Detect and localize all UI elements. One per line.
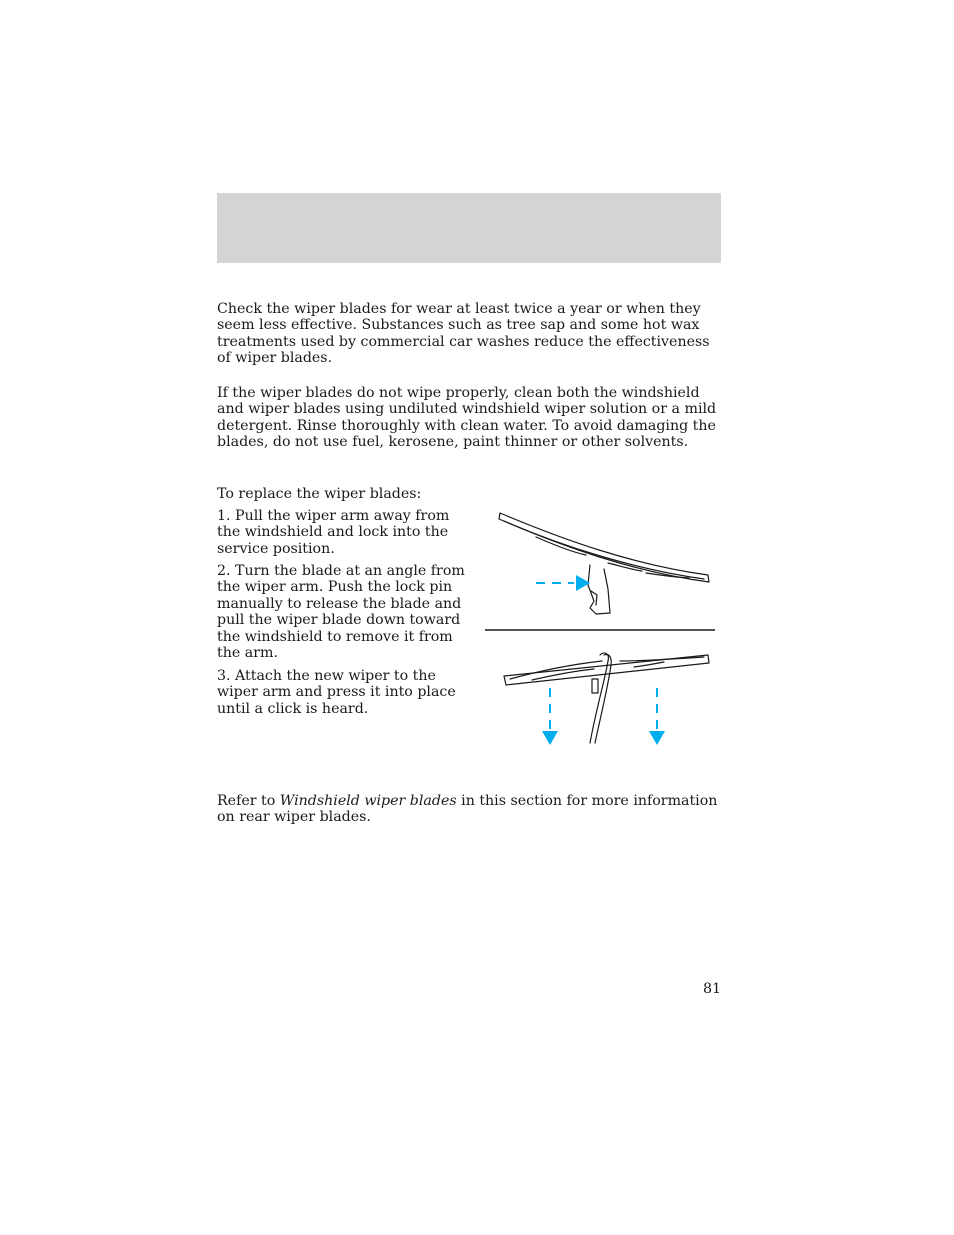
wiper-blade-top-drawing [499, 513, 709, 614]
step-1: 1. Pull the wiper arm away from the windshield and lock into the service position. [217, 508, 450, 557]
wear-paragraph: Check the wiper blades for wear at least twice a year or when they seem less effective. Substances such as tree sap and some hot wax treatments used by commercial car washes reduce the effectiveness of wiper blades. [217, 301, 710, 367]
cleaning-paragraph: If the wiper blades do not wipe properly, clean both the windshield and wiper blades using undiluted windshield wiper solution or a mild detergent. Rinse thoroughly with clean water. To avoid damaging the blades, do not use fuel, kerosene, paint thinner or other solvents. [217, 385, 717, 451]
wiper-blade-bottom-drawing [504, 653, 709, 743]
replace-intro: To replace the wiper blades: [217, 486, 422, 502]
refer-section-name: Windshield wiper blades [279, 793, 457, 809]
lock-arrow [536, 575, 590, 591]
wiper-blade-illustration [484, 505, 716, 750]
install-arrows [542, 688, 665, 745]
refer-paragraph [217, 793, 722, 826]
step-2: 2. Turn the blade at an angle from the wiper arm. Push the lock pin manually to release the blade and pull the wiper blade down toward the windshield to remove it from the arm. [217, 563, 465, 662]
refer-suffix: in this section for more information on rear wiper blades. [217, 793, 718, 826]
section-header-band [217, 193, 721, 263]
step-3: 3. Attach the new wiper to the wiper arm and press it into place until a click is heard. [217, 668, 456, 717]
page-number: 81 [702, 981, 721, 997]
refer-prefix: Refer to [217, 793, 280, 809]
